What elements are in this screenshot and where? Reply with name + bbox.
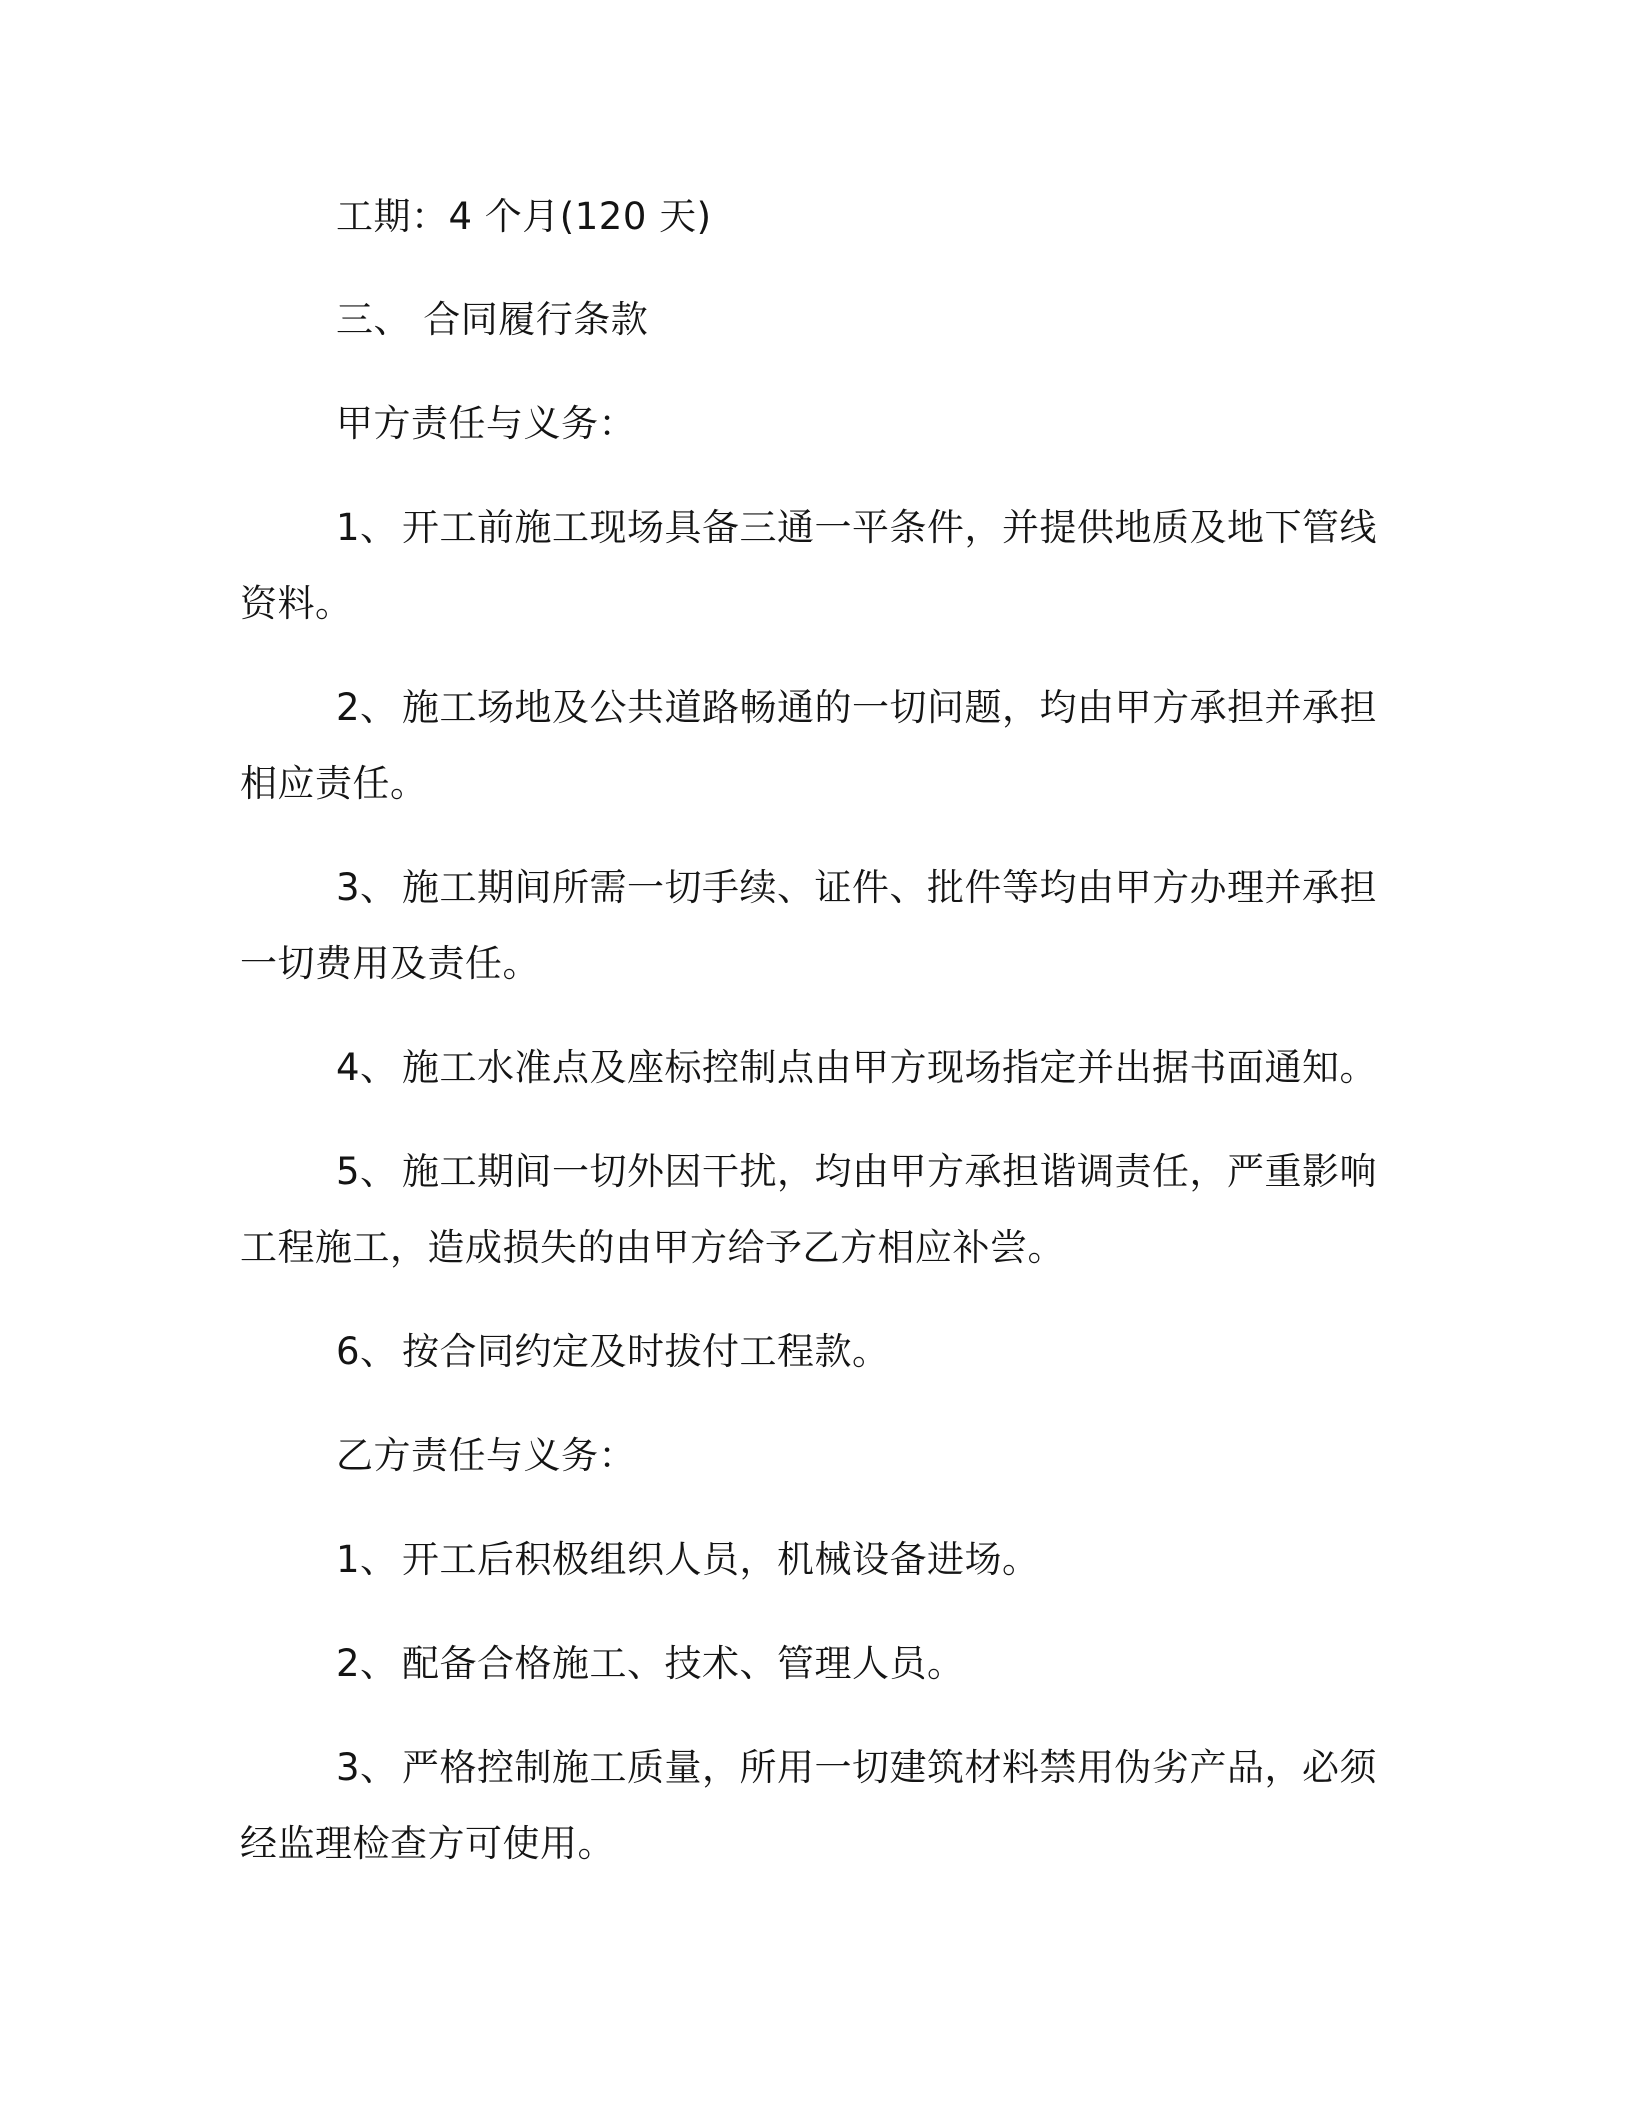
party-b-item-2 [336,1642,965,1686]
party-a-heading: 甲方责任与义务： [336,402,636,445]
item-number: 3、 [336,866,398,909]
item-number: 5、 [336,1150,398,1193]
party-b-heading: 乙方责任与义务： [336,1434,636,1477]
item-number: 2、 [336,1642,398,1685]
party-b-item-3 [336,1746,1377,1790]
item-number: 2、 [336,686,398,729]
item-text: 施工期间一切外因干扰，均由甲方承担谐调责任，严重影响 [402,1150,1377,1193]
item-text: 开工后积极组织人员，机械设备进场。 [402,1538,1040,1581]
item-number: 4、 [336,1046,398,1089]
item-text: 开工前施工现场具备三通一平条件，并提供地质及地下管线 [402,506,1377,549]
party-a-item-3-cont: 一切费用及责任。 [240,942,540,985]
party-a-item-2 [336,686,1377,730]
party-b-item-1 [336,1538,1040,1582]
party-a-item-1-cont: 资料。 [240,582,353,625]
item-number: 6、 [336,1330,398,1373]
party-a-item-4 [336,1046,1377,1090]
item-text: 施工期间所需一切手续、证件、批件等均由甲方办理并承担 [402,866,1377,909]
item-text: 施工场地及公共道路畅通的一切问题，均由甲方承担并承担 [402,686,1377,729]
item-text: 施工水准点及座标控制点由甲方现场指定并出据书面通知。 [402,1046,1377,1089]
party-b-item-3-cont: 经监理检查方可使用。 [240,1822,615,1865]
duration-line: 工期：4 个月(120 天) [336,195,712,238]
section-three-heading: 三、 合同履行条款 [336,298,649,341]
item-text: 严格控制施工质量，所用一切建筑材料禁用伪劣产品，必须 [402,1746,1377,1789]
item-text: 按合同约定及时拔付工程款。 [402,1330,890,1373]
item-number: 1、 [336,506,398,549]
party-a-item-5-cont: 工程施工，造成损失的由甲方给予乙方相应补尝。 [240,1226,1065,1269]
item-text: 配备合格施工、技术、管理人员。 [402,1642,965,1685]
item-number: 1、 [336,1538,398,1581]
party-a-item-2-cont: 相应责任。 [240,762,428,805]
item-number: 3、 [336,1746,398,1789]
party-a-item-6 [336,1330,890,1374]
party-a-item-5 [336,1150,1377,1194]
party-a-item-3 [336,866,1377,910]
party-a-item-1 [336,506,1377,550]
